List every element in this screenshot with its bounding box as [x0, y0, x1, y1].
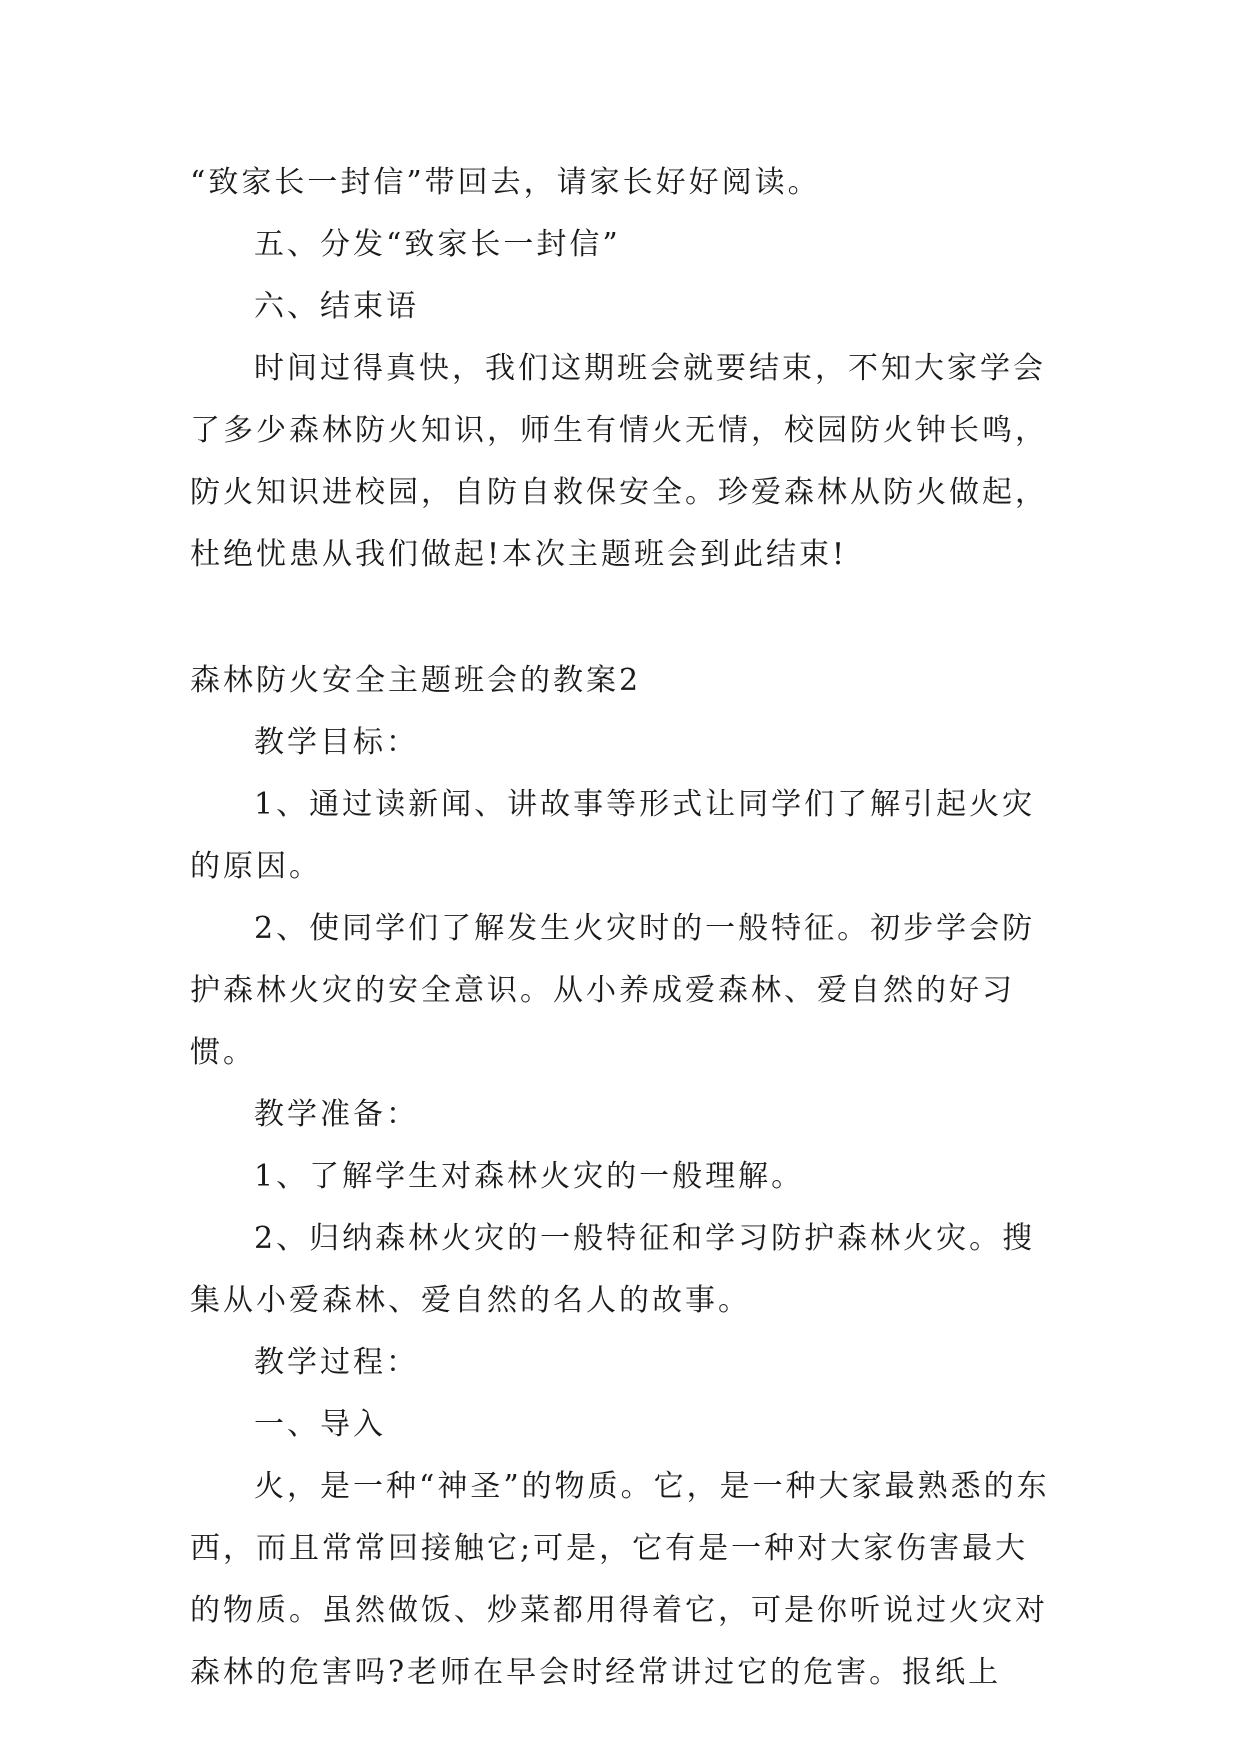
paragraph-goal-two: 2、使同学们了解发生火灾时的一般特征。初步学会防护森林火灾的安全意识。从小养成爱森林、爱自然的好习惯。: [190, 911, 1036, 1070]
paragraph-preparation-two: 2、归纳森林火灾的一般特征和学习防护森林火灾。搜集从小爱森林、爱自然的名人的故事。: [190, 1221, 1036, 1318]
paragraph-process-heading: 教学过程：: [254, 1345, 419, 1380]
paragraph-step-five: 五、分发“致家长一封信”: [254, 227, 621, 262]
section-title: 森林防火安全主题班会的教案2: [190, 663, 642, 698]
paragraph-introduction-heading: 一、导入: [254, 1407, 386, 1442]
paragraph-teaching-goals-heading: 教学目标：: [254, 725, 419, 760]
paragraph-preparation-heading: 教学准备：: [254, 1097, 419, 1132]
paragraph-letter-home: “致家长一封信”带回去，请家长好好阅读。: [190, 165, 821, 200]
document-body: [190, 152, 1060, 1704]
paragraph-step-six: 六、结束语: [254, 289, 419, 324]
paragraph-closing-remarks: 时间过得真快，我们这期班会就要结束，不知大家学会了多少森林防火知识，师生有情火无情，校园防火钟长鸣，防火知识进校园，自防自救保安全。珍爱森林从防火做起，杜绝忧患从我们做起!本次主题班会到此结束!: [190, 351, 1048, 572]
paragraph-introduction-text: 火，是一种“神圣”的物质。它，是一种大家最熟悉的东西，而且常常回接触它;可是，它有是一种对大家伤害最大的物质。虽然做饭、炒菜都用得着它，可是你听说过火灾对森林的危害吗?老师在早会时经常讲过它的危害。报纸上: [190, 1469, 1050, 1690]
paragraph-goal-one: 1、通过读新闻、讲故事等形式让同学们了解引起火灾的原因。: [190, 787, 1036, 884]
paragraph-preparation-one: 1、了解学生对森林火灾的一般理解。: [254, 1159, 805, 1194]
